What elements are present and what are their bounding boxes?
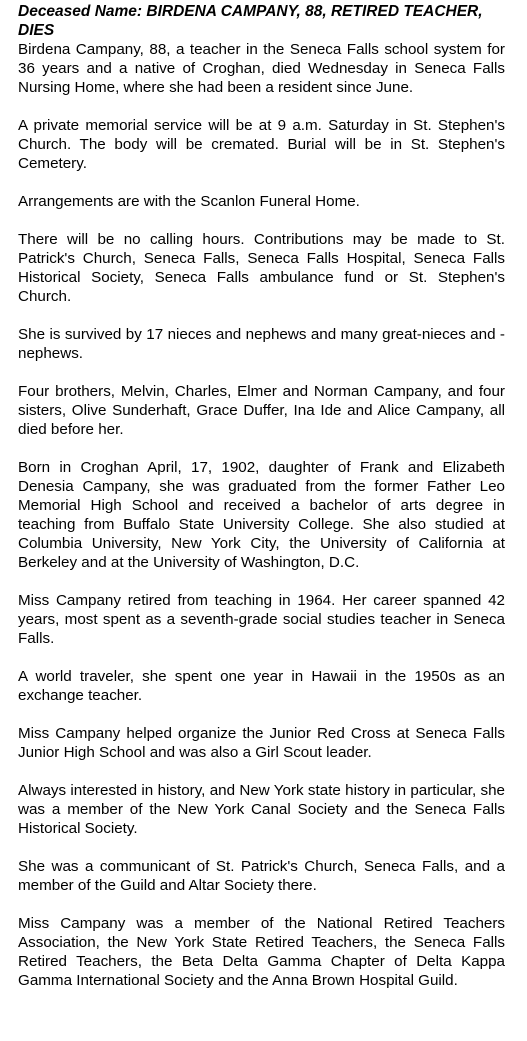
paragraph-church: She was a communicant of St. Patrick's Church, Seneca Falls, and a member of the Guild and Altar Society there.	[18, 858, 505, 894]
paragraph-contributions: There will be no calling hours. Contributions may be made to St. Patrick's Church, Seneca Falls, Seneca Falls Hospital, Seneca Falls Historical Society, Seneca Falls ambulance fund or St. Stephen's Church.	[18, 231, 505, 305]
paragraph-education: Born in Croghan April, 17, 1902, daughter of Frank and Elizabeth Denesia Campany, she was graduated from the former Father Leo Memorial High School and received a bachelor of arts degree in teaching from Buffalo State University College. She also studied at Columbia University, New York City, the University of California at Berkeley and at the University of Washington, D.C.	[18, 459, 505, 571]
paragraph-history-interest: Always interested in history, and New York state history in particular, she was a member of the New York Canal Society and the Seneca Falls Historical Society.	[18, 782, 505, 837]
paragraph-death-notice: Birdena Campany, 88, a teacher in the Seneca Falls school system for 36 years and a native of Croghan, died Wednesday in Seneca Falls Nursing Home, where she had been a resident since June.	[18, 41, 505, 96]
paragraph-memorial-service: A private memorial service will be at 9 a.m. Saturday in St. Stephen's Church. The body will be cremated. Burial will be in St. Stephen's Cemetery.	[18, 117, 505, 172]
paragraph-siblings: Four brothers, Melvin, Charles, Elmer and Norman Campany, and four sisters, Olive Sunderhaft, Grace Duffer, Ina Ide and Alice Campany, all died before her.	[18, 383, 505, 438]
paragraph-survivors: She is survived by 17 nieces and nephews and many great-nieces and -nephews.	[18, 326, 505, 362]
paragraph-travel: A world traveler, she spent one year in Hawaii in the 1950s as an exchange teacher.	[18, 668, 505, 704]
paragraph-memberships: Miss Campany was a member of the National Retired Teachers Association, the New York State Retired Teachers, the Seneca Falls Retired Teachers, the Beta Delta Gamma Chapter of Delta Kappa Gamma International Society and the Anna Brown Hospital Guild.	[18, 915, 505, 989]
paragraph-career: Miss Campany retired from teaching in 1964. Her career spanned 42 years, most spent as a seventh-grade social studies teacher in Seneca Falls.	[18, 592, 505, 647]
obituary-title: Deceased Name: BIRDENA CAMPANY, 88, RETIRED TEACHER, DIES	[18, 3, 483, 39]
paragraph-red-cross: Miss Campany helped organize the Junior Red Cross at Seneca Falls Junior High School and was also a Girl Scout leader.	[18, 725, 505, 761]
paragraph-arrangements: Arrangements are with the Scanlon Funeral Home.	[18, 193, 360, 210]
